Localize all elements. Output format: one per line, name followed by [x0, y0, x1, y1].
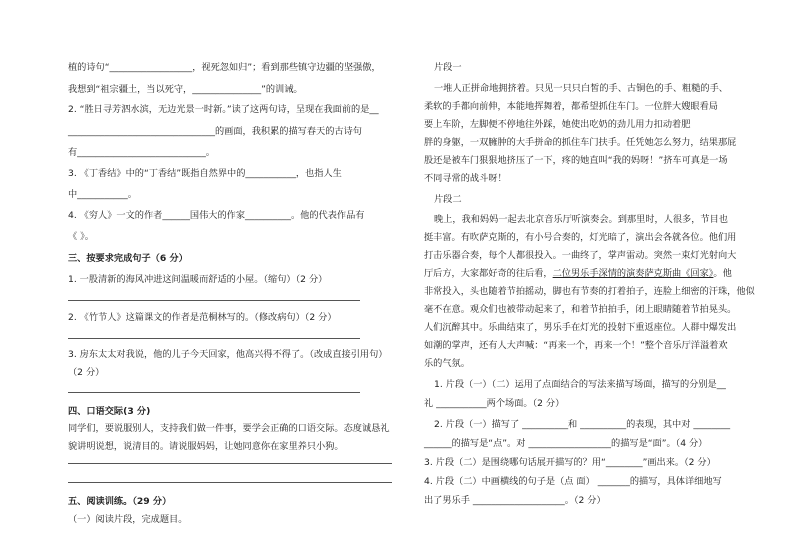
frag2-line-8: 如潮的掌声，还有人大声喊：“再来一个，再来一个！”整个音乐厅洋溢着欢: [424, 340, 728, 351]
underlined-sentence: 二位男乐手深情的演奏萨克斯曲《回家》: [552, 268, 714, 279]
frag1-line-1: 一堆人正拼命地拥挤着。只见一只只白皙的手、古铜色的手、粗糙的手、: [434, 83, 728, 94]
left-line-5: 有____________________________。: [68, 147, 215, 158]
frag1-line-3: 要上车阶，左脚便不停地往外踩，她使出吃奶的劲儿用力扣动着肥: [424, 119, 691, 130]
frag2-line-4-start: 厅后方，大家都好奇的往后看，: [424, 268, 553, 279]
left-line-3: 2. “胜日寻芳泗水滨，无边光景一时新。”读了这两句诗，呈现在我面前的是__: [68, 104, 379, 115]
frag1-line-2: 柔软的手都向前伸，本能地挥舞着，都希望抓住车门。一位胖大嫂眼看局: [424, 101, 718, 112]
answer-line-5: [68, 482, 392, 483]
frag2-line-1: 晚上，我和妈妈一起去北京音乐厅听演奏会。到那里时，人很多，节目也: [434, 214, 728, 225]
section-5-subtitle: （一）阅读片段，完成题目。: [68, 514, 188, 525]
question-4-line-2: 出了男乐手 ____________________。（2 分）: [424, 495, 606, 506]
left-line-4: ________________________________的画面，我积累的描写春天的古诗句: [68, 126, 362, 137]
frag2-line-4: [424, 267, 732, 280]
frag2-line-9: 乐的气氛。: [424, 358, 470, 369]
section-3-title: 三、按要求完成句子（6 分）: [68, 253, 188, 264]
question-2-line-2: ______的描写是“点”。对 __________________的描写是“面”。（4 分）: [424, 438, 708, 449]
s4-line-1: 同学们，要说服别人，支持我们做一件事，要学会正确的口语交际。态度诚恳礼: [68, 423, 390, 434]
frag2-line-7: 人们沉醉其中。乐曲结束了，男乐手在灯光的投射下重返座位。人群中爆发出: [424, 322, 737, 333]
answer-line-1: [68, 300, 360, 301]
frag2-line-5: 非常投入，头也随着节拍摇动，脚也有节奏的打着拍子，连脸上细密的汗珠，他似: [424, 286, 755, 297]
answer-line-4: [68, 463, 392, 464]
left-line-1: 植的诗句“__________________，视死忽如归”；看到那些镇守边疆的坚强傲，: [68, 62, 381, 73]
section-4-title: 四、口语交际(3 分): [68, 406, 151, 417]
frag2-line-3: 打击乐器合奏，每个人都很投入。一曲终了，掌声雷动。突然一束灯光射向大: [424, 250, 737, 261]
question-1-line-2: 礼 ___________两个场面。（2 分）: [424, 398, 565, 409]
fragment-1-title: 片段一: [434, 62, 462, 73]
answer-line-3: [68, 392, 360, 393]
s3-question-3-line-1: 3. 房东太太对我说，他的儿子今天回家，他高兴得不得了。（改成直接引用句）: [68, 349, 388, 360]
left-line-6: 3. 《丁香结》中的“丁香结”既指自然界中的___________，也指人生: [68, 168, 342, 179]
fragment-2-title: 片段二: [434, 194, 462, 205]
section-5-title: 五、阅读训练。（29 分）: [68, 496, 172, 507]
left-line-8: 4. 《穷人》一文的作者______国伟大的作家__________。他的代表作品有: [68, 210, 365, 221]
left-line-9: 《 》。: [68, 231, 94, 242]
frag1-line-6: 不同寻常的战斗呀！: [424, 173, 507, 184]
left-line-2: 我想到“祖宗疆土，当以死守，_______________”的训诫。: [68, 84, 303, 95]
frag1-line-4: 胖的身躯，一双臃肿的大手拼命的抓住车门扶手。任凭她怎么努力，结果那屁: [424, 137, 737, 148]
frag1-line-5: 股还是被车门狠狠地挤压了一下，疼的她直叫“我的妈呀！”挤车可真是一场: [424, 155, 728, 166]
question-2-line-1: 2. 片段（一）描写了 __________和 __________的表现，其中对 ________: [434, 419, 731, 430]
answer-line-2: [68, 338, 360, 339]
s4-line-2: 貌讲明说想，说清目的。请说服妈妈，让她同意你在家里养只小狗。: [68, 441, 344, 452]
frag2-line-4-end: 。他: [713, 268, 732, 279]
frag2-line-2: 挺丰富。有吹萨克斯的，有小号合奏的，灯光暗了，演出会各就各位。他们用: [424, 232, 737, 243]
s3-question-3-line-2: （2 分）: [68, 367, 105, 378]
question-4-line-1: 4. 片段（二）中画横线的句子是（点 面） _______的描写，具体详细地写: [424, 476, 722, 487]
s3-question-1: 1. 一股清新的海风冲进这间温暖而舒适的小屋。（缩句）（2 分）: [68, 274, 328, 285]
question-1-line-1: 1. 片段（一）（二）运用了点面结合的写法来描写场面，描写的分别是__: [434, 379, 726, 390]
left-line-7: 中___________。: [68, 189, 137, 200]
s3-question-2: 2. 《竹节人》这篇课文的作者是范桐林写的。（修改病句）（2 分）: [68, 312, 337, 323]
frag2-line-6: 毫不在意。观众们也被带动起来了，和着节拍拍手，闭上眼睛随着节拍晃头。: [424, 304, 737, 315]
question-3: 3. 片段（二）是围绕哪句话展开描写的？用“________”画出来。（2 分）: [424, 457, 716, 468]
